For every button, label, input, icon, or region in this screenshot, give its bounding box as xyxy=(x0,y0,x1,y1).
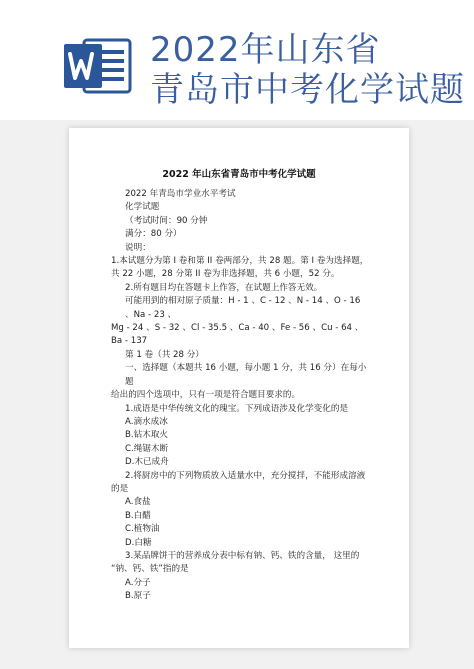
doc-line: B.钻木取火 xyxy=(125,430,169,441)
document-page[interactable] xyxy=(69,128,409,648)
doc-line: 第 1 卷（共 28 分） xyxy=(125,349,204,360)
doc-line: C.植物油 xyxy=(125,524,160,535)
doc-line: 给出的四个选项中，只有一项是符合题目要求的。 xyxy=(111,390,301,401)
doc-line: A.滴水成冰 xyxy=(125,416,168,427)
doc-line: （考试时间：90 分钟 xyxy=(125,215,208,226)
doc-line: 可能用到的相对原子质量：H - 1 、C - 12 、N - 14 、O - 16 、Na - 23 、 xyxy=(125,296,361,320)
title-line-1: 2022年山东省 xyxy=(150,30,381,70)
doc-line: 一、选择题（本题共 16 小题，每小题 1 分，共 16 分）在每小题 xyxy=(125,363,367,387)
doc-line: 化学试题 xyxy=(125,202,160,213)
doc-line: D.白糖 xyxy=(125,537,152,548)
doc-line: 1.成语是中华传统文化的瑰宝。下列成语涉及化学变化的是 xyxy=(125,403,349,414)
doc-line: A.食盐 xyxy=(125,497,151,508)
doc-line: 2022 年青岛市学业水平考试 xyxy=(125,189,236,199)
document-title: 2022 年山东省青岛市中考化学试题 xyxy=(162,169,316,180)
doc-line: 共 22 小题，28 分第 II 卷为非选择题，共 6 小题，52 分。 xyxy=(111,269,340,280)
document-body xyxy=(111,188,371,604)
doc-line: 1.本试题分为第 I 卷和第 II 卷两部分，共 28 题。第 I 卷为选择题， xyxy=(111,256,369,267)
doc-line: 3.某品牌饼干的营养成分表中标有钠、钙、铁的含量， 这里的 xyxy=(125,550,360,561)
doc-line: A.分子 xyxy=(125,577,151,588)
word-document-icon xyxy=(62,36,134,96)
doc-line: B.白醋 xyxy=(125,510,151,521)
doc-line: B.原子 xyxy=(125,591,151,602)
doc-line: “钠、钙、铁”指的是 xyxy=(111,564,189,575)
doc-line: D.木已成舟 xyxy=(125,457,169,468)
doc-line: 满分：80 分） xyxy=(125,229,182,240)
doc-line: Mg - 24 、S - 32 、Cl - 35.5 、Ca - 40 、Fe - 56 、Cu - 64 、Ba - 137 xyxy=(111,323,364,347)
doc-line: 2.将厨房中的下列物质放入适量水中，充分搅拌，不能形成溶液 xyxy=(125,470,366,481)
doc-line: 说明： xyxy=(125,242,151,253)
header-banner xyxy=(0,0,474,120)
doc-line: 的是 xyxy=(111,483,129,494)
title-line-2: 青岛市中考化学试题 xyxy=(150,70,465,110)
page-title xyxy=(150,30,470,110)
doc-line: 2.所有题目均在答题卡上作答，在试题上作答无效。 xyxy=(125,282,323,293)
doc-line: C.绳锯木断 xyxy=(125,443,169,454)
